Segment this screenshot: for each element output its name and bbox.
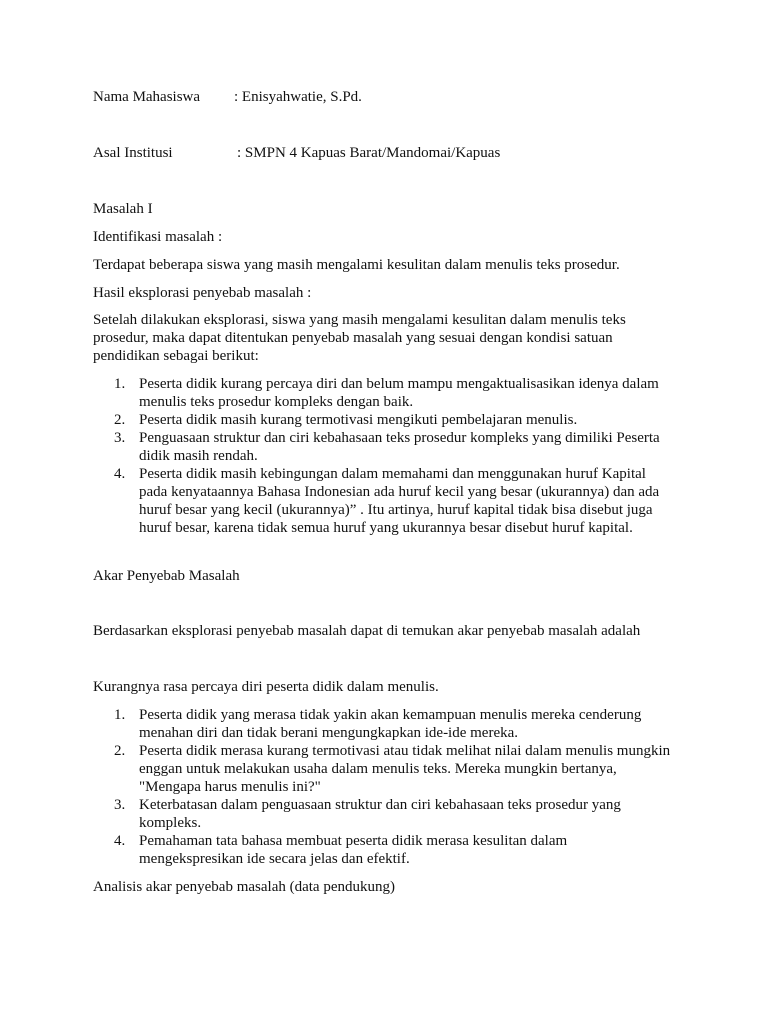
list-item-number: 3. <box>114 797 126 813</box>
list-item-text: Keterbatasan dalam penguasaan struktur dan ciri kebahasaan teks prosedur yang kompleks. <box>139 797 621 831</box>
list-item-text: Peserta didik merasa kurang termotivasi atau tidak melihat nilai dalam menulis mungkin enggan untuk melakukan usaha dalam menulis teks. Mereka mungkin bertanya, "Mengapa harus menulis ini?" <box>139 743 671 795</box>
list-item-text: Peserta didik masih kebingungan dalam memahami dan menggunakan huruf Kapital pada kenyataannya Bahasa Indonesian ada huruf kecil yang besar (ukurannya) dan ada huruf besar yang kecil (ukurannya)” . Itu artinya, huruf kapital tidak bisa disebut juga huruf besar, karena tidak semua huruf yang ukurannya besar disebut huruf kapital. <box>139 466 660 536</box>
institution-row <box>93 144 501 162</box>
identification-label: Identifikasi masalah : <box>93 229 223 245</box>
list-item-text: Pemahaman tata bahasa membuat peserta didik merasa kesulitan dalam mengekspresikan ide secara jelas dan efektif. <box>139 833 568 867</box>
analysis-label: Analisis akar penyebab masalah (data pendukung) <box>93 879 395 895</box>
root-cause-heading: Akar Penyebab Masalah <box>93 568 240 584</box>
exploration-label: Hasil eksplorasi penyebab masalah : <box>93 285 312 301</box>
root-cause-list <box>93 706 673 868</box>
student-name-row <box>93 88 362 106</box>
list-item-number: 1. <box>114 376 126 392</box>
list-item <box>93 832 673 868</box>
list-item <box>93 465 673 537</box>
list-item-text: Peserta didik yang merasa tidak yakin akan kemampuan menulis mereka cenderung menahan diri dan tidak berani mengungkapkan ide-ide mereka. <box>139 707 642 741</box>
institution-label: Asal Institusi <box>93 145 173 161</box>
cause-list <box>93 375 673 537</box>
institution-value: : SMPN 4 Kapuas Barat/Mandomai/Kapuas <box>237 145 501 161</box>
student-name-label: Nama Mahasiswa <box>93 89 201 105</box>
list-item-text: Penguasaan struktur dan ciri kebahasaan teks prosedur kompleks yang dimiliki Peserta didik masih rendah. <box>139 430 660 464</box>
list-item-number: 2. <box>114 743 126 759</box>
identification-text: Terdapat beberapa siswa yang masih mengalami kesulitan dalam menulis teks prosedur. <box>93 257 620 273</box>
list-item-text: Peserta didik kurang percaya diri dan belum mampu mengaktualisasikan idenya dalam menulis teks prosedur kompleks dengan baik. <box>139 376 659 410</box>
list-item <box>93 375 673 411</box>
list-item-text: Peserta didik masih kurang termotivasi mengikuti pembelajaran menulis. <box>139 412 578 428</box>
list-item-number: 3. <box>114 430 126 446</box>
root-cause-summary: Kurangnya rasa percaya diri peserta didik dalam menulis. <box>93 679 439 695</box>
list-item-number: 4. <box>114 833 126 849</box>
list-item-number: 2. <box>114 412 126 428</box>
list-item <box>93 796 673 832</box>
list-item <box>93 429 673 465</box>
root-cause-intro: Berdasarkan eksplorasi penyebab masalah dapat di temukan akar penyebab masalah adalah <box>93 623 641 639</box>
problem-heading: Masalah I <box>93 201 153 217</box>
student-name-value: : Enisyahwatie, S.Pd. <box>234 89 362 105</box>
list-item-number: 1. <box>114 707 126 723</box>
list-item <box>93 411 673 429</box>
exploration-intro: Setelah dilakukan eksplorasi, siswa yang masih mengalami kesulitan dalam menulis teks prosedur, maka dapat ditentukan penyebab masalah yang sesuai dengan kondisi satuan pendidikan sebagai berikut: <box>93 312 626 364</box>
list-item-number: 4. <box>114 466 126 482</box>
list-item <box>93 706 673 742</box>
list-item <box>93 742 673 796</box>
